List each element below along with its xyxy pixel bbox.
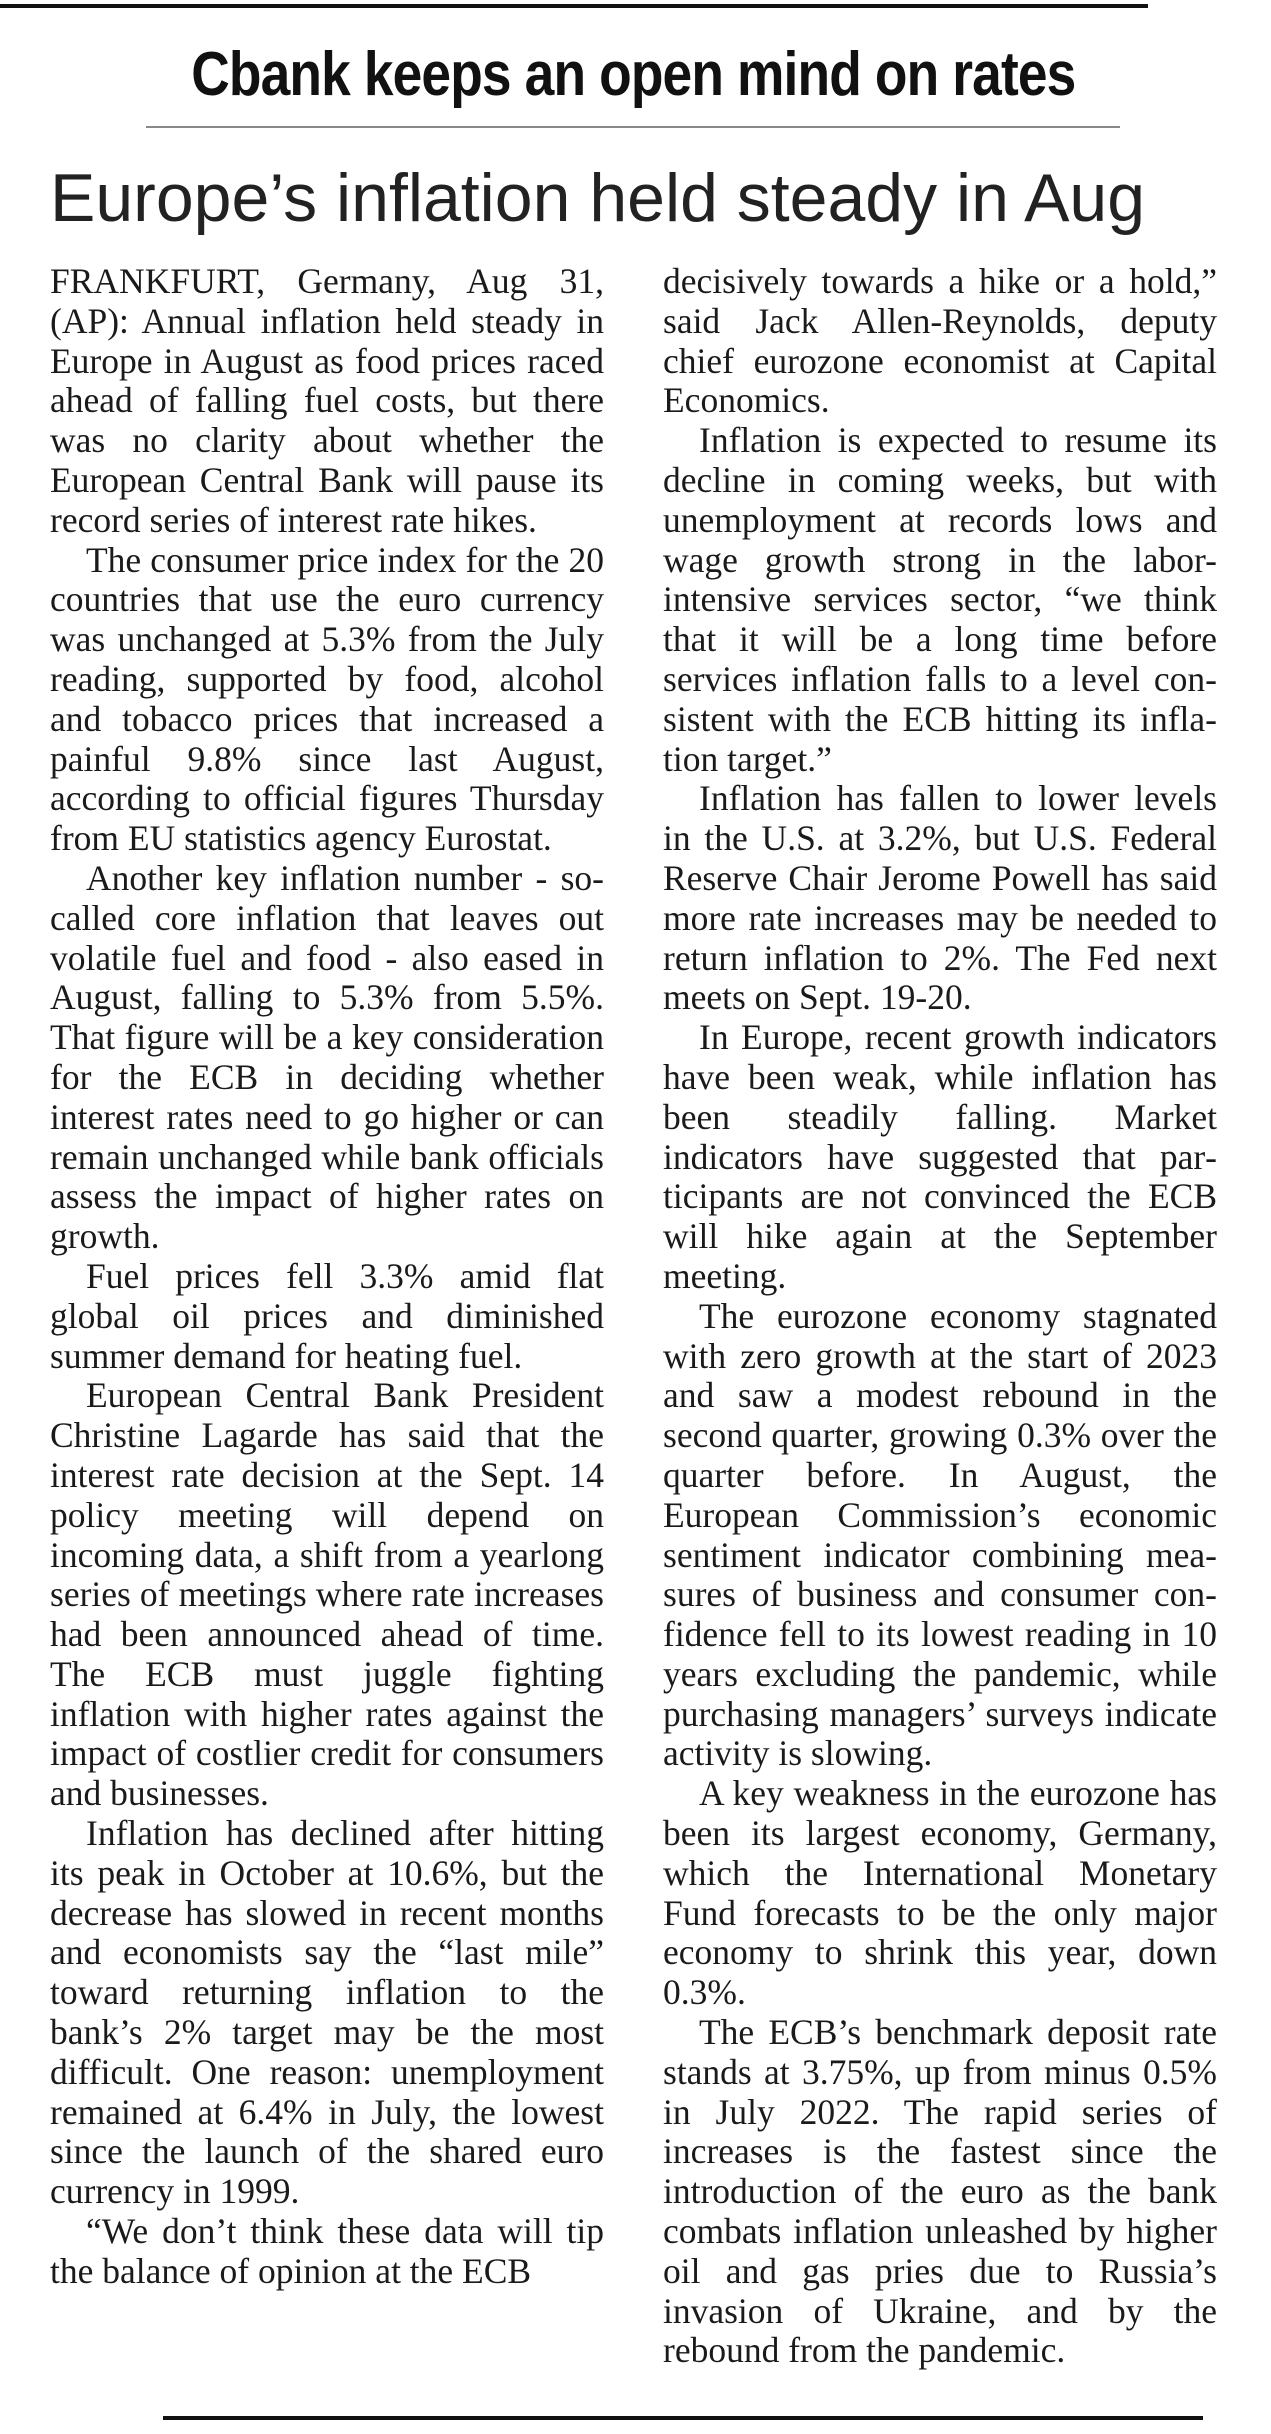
article-paragraph: The consumer price index for the 20 countries that use the euro currency was unchanged at 5.3% from the July reading, supported by food, alcohol and tobacco prices that increased a painful 9.8% since last August, according to official figures Thursday from EU statistics agency Eurostat. xyxy=(50,539,604,859)
article-paragraph: decisively towards a hike or a hold,” said Jack Allen-Reynolds, deputy chief eurozone economist at Capital Economics. xyxy=(663,261,1217,421)
article-paragraph: Another key inflation number - so-called core inflation that leaves out volatile fuel and food - also eased in August, falling to 5.3% from 5.5%. That figure will be a key consideration for the ECB in deciding whether interest rates need to go higher or can remain unchanged while bank officials assess the impact of higher rates on growth. xyxy=(50,857,604,1257)
article-paragraph: A key weakness in the eurozone has been its largest economy, Germany, which the International Monetary Fund forecasts to be the only major economy to shrink this year, down 0.3%. xyxy=(663,1773,1217,2013)
top-rule xyxy=(0,4,1148,8)
article-paragraph: “We don’t think these data will tip the balance of opinion at the ECB xyxy=(50,2211,604,2291)
article-paragraph: Fuel prices fell 3.3% amid flat global oil prices and diminished summer demand for heating fuel. xyxy=(50,1255,604,1376)
bottom-rule xyxy=(163,2416,1203,2420)
article-paragraph: FRANKFURT, Germany, Aug 31, (AP): Annual inflation held steady in Europe in August as food prices raced ahead of falling fuel costs, but there was no clarity about whether the European Central Bank will pause its record series of interest rate hikes. xyxy=(50,261,604,540)
article-paragraph: Inflation has fallen to lower levels in the U.S. at 3.2%, but U.S. Federal Reserve Chair Jerome Powell has said more rate increases may be needed to return inflation to 2%. The Fed next meets on Sept. 19-20. xyxy=(663,778,1217,1018)
article-paragraph: Inflation has declined after hitting its peak in October at 10.6%, but the decrease has slowed in recent months and economists say the “last mile” toward returning inflation to the bank’s 2% target may be the most difficult. One reason: unemployment remained at 6.4% in July, the lowest since the launch of the shared euro currency in 1999. xyxy=(50,1813,604,2212)
article-paragraph: Inflation is expected to resume its decline in coming weeks, but with unemployment at records lows and wage growth strong in the labor-intensive services sector, “we think that it will be a long time before services inflation falls to a level consistent with the ECB hitting its inflation target.” xyxy=(663,420,1217,779)
kicker-divider xyxy=(146,126,1120,128)
article-paragraph: European Central Bank President Christine Lagarde has said that the interest rate decision at the Sept. 14 policy meeting will depend on incoming data, a shift from a yearlong series of meetings where rate increases had been announced ahead of time. The ECB must juggle fighting inflation with higher rates against the impact of costlier credit for consumers and businesses. xyxy=(50,1375,604,1814)
kicker-headline: Cbank keeps an open mind on rates xyxy=(191,40,1076,109)
article-column-right xyxy=(663,262,1217,2371)
article-column-left xyxy=(50,262,604,2292)
article-paragraph: The eurozone economy stagnated with zero growth at the start of 2023 and saw a modest rebound in the second quarter, growing 0.3% over the quarter before. In August, the European Commission’s economic sentiment indicator combining measures of business and consumer confidence fell to its lowest reading in 10 years excluding the pandemic, while purchasing managers’ surveys indicate activity is slowing. xyxy=(663,1295,1217,1774)
article-paragraph: The ECB’s benchmark deposit rate stands at 3.75%, up from minus 0.5% in July 2022. The rapid series of increases is the fastest since the introduction of the euro as the bank combats inflation unleashed by higher oil and gas pries due to Russia’s invasion of Ukraine, and by the rebound from the pandemic. xyxy=(663,2012,1217,2371)
article-headline: Europe’s inflation held steady in Aug xyxy=(50,160,1146,236)
article-paragraph: In Europe, recent growth indicators have been weak, while inflation has been steadily falling. Market indicators have suggested that participants are not convinced the ECB will hike again at the September meeting. xyxy=(663,1017,1217,1296)
